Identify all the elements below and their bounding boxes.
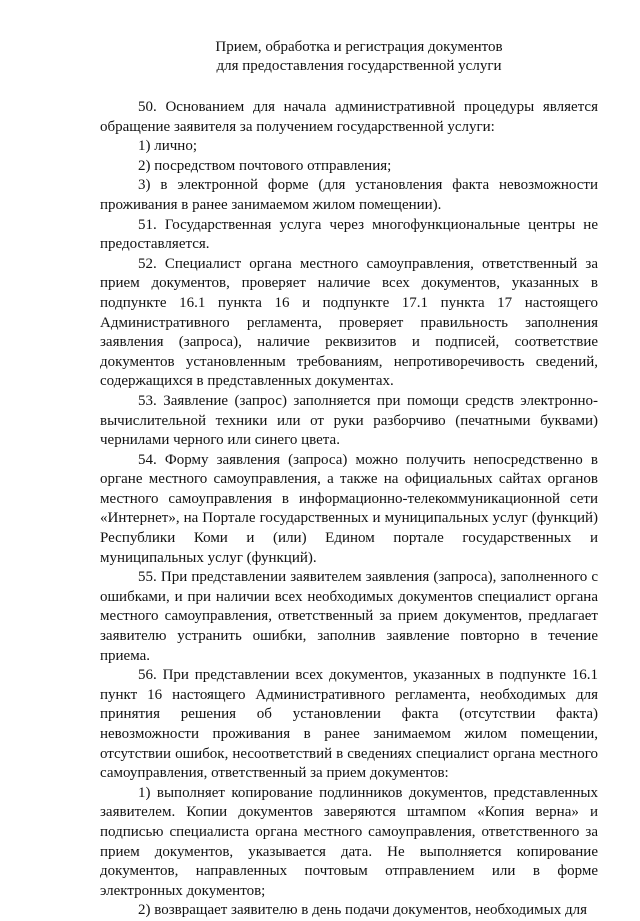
- paragraph-54: 54. Форму заявления (запроса) можно получить непосредственно в органе местного самоуправления, а также на официальных сайтах органов местного самоуправления в информационно-телекоммуникационной сети «Интернет», на Портале государственных и муниципальных услуг (функций) Республики Коми и (или) Едином портале государственных и муниципальных услуг (функций).: [100, 451, 598, 566]
- section-heading: [100, 38, 598, 76]
- paragraph-53: 53. Заявление (запрос) заполняется при помощи средств электронно-вычислительной техники или от руки разборчиво (печатными буквами) чернилами черного или синего цвета.: [100, 392, 598, 449]
- heading-line-2: для предоставления государственной услуги: [216, 58, 502, 74]
- subitem-2: 2) возвращает заявителю в день подачи документов, необходимых для: [138, 902, 588, 919]
- heading-line-1: Прием, обработка и регистрация документов: [215, 39, 503, 55]
- paragraph-51: 51. Государственная услуга через многофункциональные центры не предоставляется.: [100, 216, 598, 253]
- list-item-1: 1) лично;: [138, 138, 197, 155]
- list-item-3: 3) в электронной форме (для установления факта невозможности проживания в ранее занимаемом жилом помещении).: [100, 177, 598, 213]
- paragraph-50: 50. Основанием для начала административной процедуры является обращение заявителя за получением государственной услуги:: [100, 99, 598, 135]
- paragraph-52: 52. Специалист органа местного самоуправления, ответственный за прием документов, проверяет наличие всех документов, указанных в подпункте 16.1 пункта 16 и подпункте 17.1 пункта 17 настоящего Административного регламента, проверяет правильность заполнения заявления (запроса), наличие реквизитов и подписей, соответствие документов установленным требованиям, непротиворечивость сведений, содержащихся в представленных документах.: [100, 255, 598, 390]
- paragraph-55: 55. При представлении заявителем заявления (запроса), заполненного с ошибками, и при наличии всех необходимых документов специалист органа местного самоуправления, ответственный за прием документов, предлагает заявителю устранить ошибки, заполнив заявление повторно в течение приема.: [100, 569, 598, 664]
- document-body: [100, 98, 598, 921]
- paragraph-56: 56. При представлении всех документов, указанных в подпункте 16.1 пункт 16 настоящего Административного регламента, необходимых для принятия решения об установлении факта (отсутствии факта) невозможности проживания в ранее занимаемом жилом помещении, отсутствии ошибок, несоответствий в сведениях специалист органа местного самоуправления, ответственный за прием документов:: [100, 667, 598, 782]
- list-item-2: 2) посредством почтового отправления;: [138, 157, 392, 174]
- subitem-1: 1) выполняет копирование подлинников документов, представленных заявителем. Копии документов заверяются штампом «Копия верна» и подписью специалиста органа местного самоуправления, ответственного за прием документов, указывается дата. Не выполняется копирование документов, направленных почтовым отправлением или в форме электронных документов;: [100, 784, 598, 899]
